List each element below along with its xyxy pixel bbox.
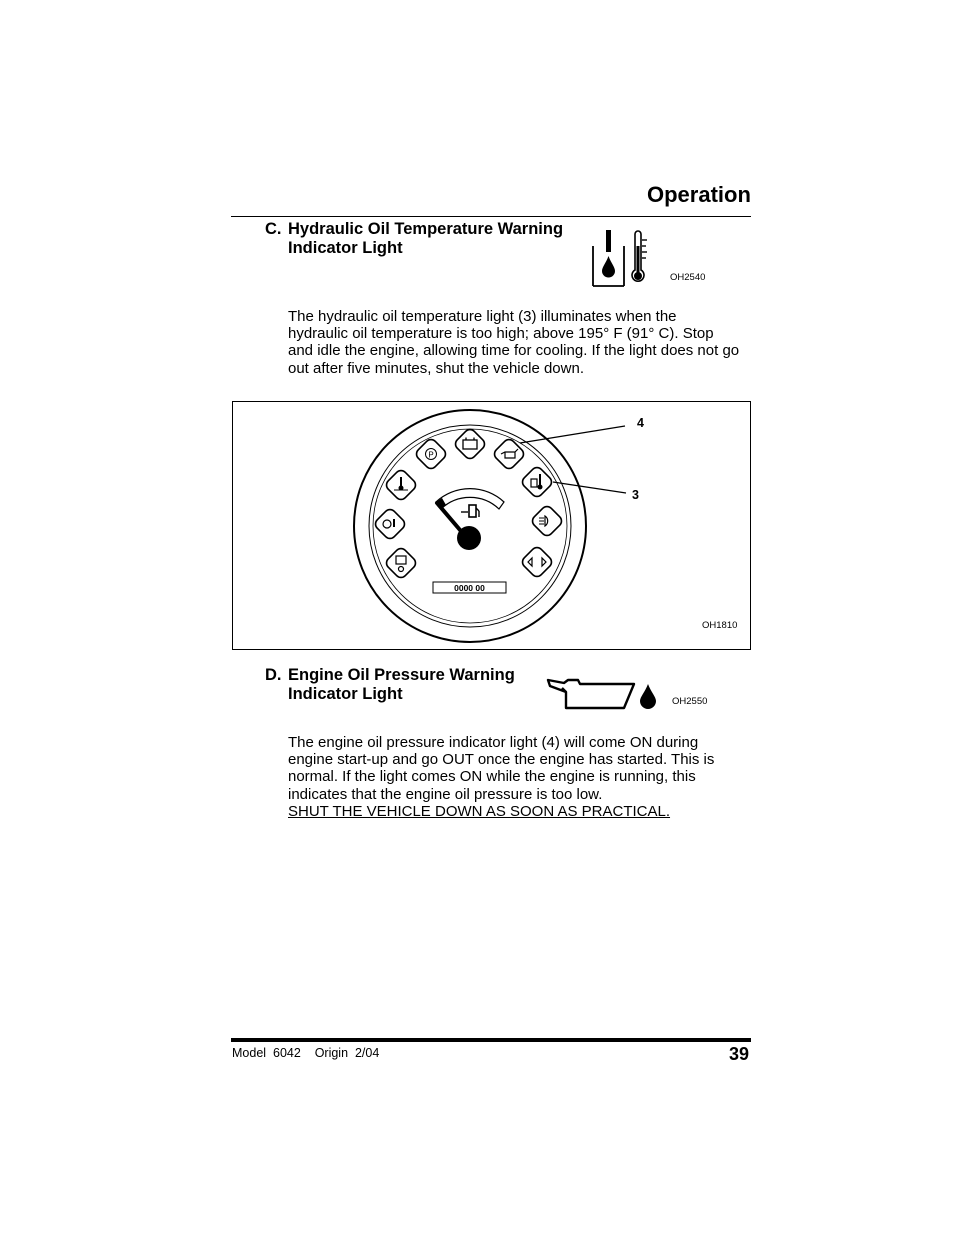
section-d-heading [265, 666, 565, 706]
section-d-letter: D. [265, 666, 282, 684]
section-d-heading-line2: Indicator Light [288, 685, 403, 703]
section-c-letter: C. [265, 220, 282, 238]
footer-model-origin: Model 6042 Origin 2/04 [232, 1046, 380, 1060]
section-c-body [288, 308, 758, 377]
figure-code-oh2540: OH2540 [670, 272, 706, 283]
page-number: 39 [729, 1044, 750, 1064]
gauge-figure [232, 401, 751, 650]
section-title: Operation [647, 182, 751, 207]
bottom-rule [231, 1038, 751, 1042]
section-c-heading-line2: Indicator Light [288, 239, 403, 257]
section-c-body-line: out after five minutes, shut the vehicle down. [288, 359, 584, 377]
svg-text:P: P [428, 450, 434, 460]
section-d-body-line: engine start-up and go OUT once the engine has started. This is [288, 751, 715, 769]
section-d-body-line: The engine oil pressure indicator light (4) will come ON during [288, 734, 699, 751]
callout-4: 4 [637, 416, 644, 430]
top-rule [231, 216, 751, 217]
section-c-heading [265, 220, 585, 260]
section-c-body-line: hydraulic oil temperature is too high; above 195° F (91° C). Stop [288, 325, 714, 343]
section-d-body-line: normal. If the light comes ON while the engine is running, this [288, 768, 696, 786]
section-d-body-line: indicates that the engine oil pressure is too low. [288, 785, 603, 803]
callout-3: 3 [632, 488, 639, 502]
hydraulic-oil-temperature-icon [590, 226, 660, 290]
figure-code-oh1810: OH1810 [702, 620, 738, 631]
section-c-body-line: The hydraulic oil temperature light (3) illuminates when the [288, 308, 677, 325]
section-c-body-line: and idle the engine, allowing time for cooling. If the light does not go [288, 342, 740, 360]
instrument-cluster-illustration [233, 402, 750, 649]
section-d-heading-line1: Engine Oil Pressure Warning [288, 666, 515, 684]
section-d-body [288, 734, 758, 820]
figure-code-oh2550: OH2550 [672, 696, 708, 707]
shutdown-warning: SHUT THE VEHICLE DOWN AS SOON AS PRACTICAL. [288, 802, 671, 820]
odometer-readout: 0000 00 [454, 583, 485, 593]
section-c-heading-line1: Hydraulic Oil Temperature Warning [288, 220, 564, 238]
oil-can-icon [544, 670, 659, 714]
